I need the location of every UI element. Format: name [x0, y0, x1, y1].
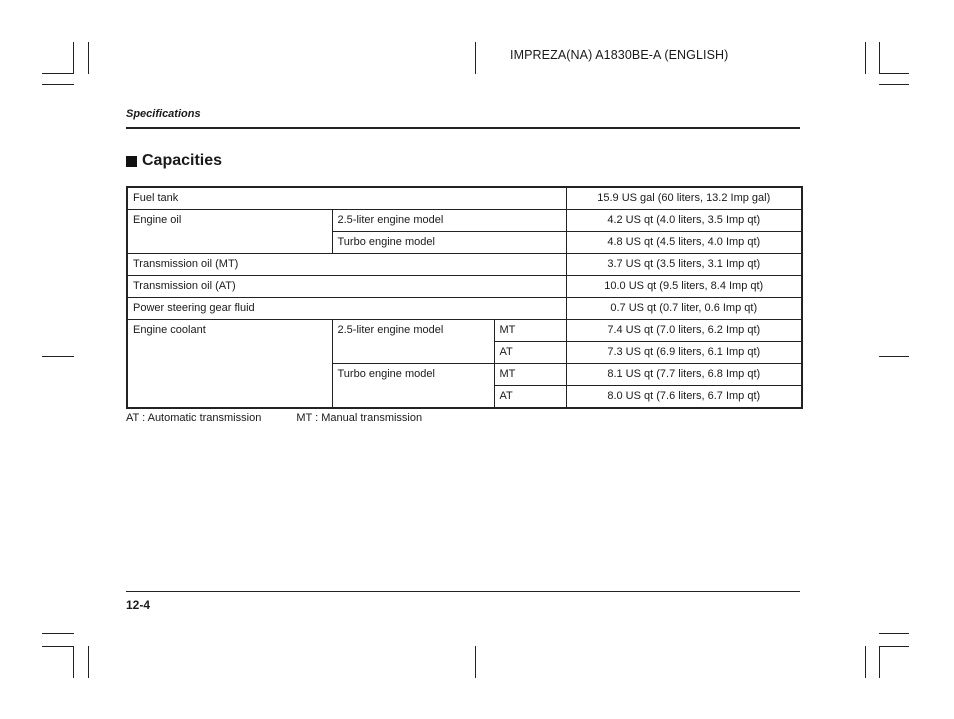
- footer-rule: [126, 591, 800, 592]
- legend-at: AT : Automatic transmission: [126, 412, 262, 424]
- item-label: Engine coolant: [127, 320, 332, 409]
- page-title-text: Capacities: [142, 152, 223, 169]
- table-legend: [126, 412, 422, 424]
- transmission-type: AT: [494, 342, 566, 364]
- capacity-value: 8.1 US qt (7.7 liters, 6.8 Imp qt): [566, 364, 802, 386]
- model-label: 2.5-liter engine model: [332, 320, 494, 364]
- crop-mark: [879, 73, 909, 74]
- crop-mark: [42, 646, 74, 647]
- crop-mark: [475, 646, 476, 678]
- capacity-value: 4.2 US qt (4.0 liters, 3.5 Imp qt): [566, 210, 802, 232]
- page-number: 12-4: [126, 598, 151, 612]
- capacity-value: 8.0 US qt (7.6 liters, 6.7 Imp qt): [566, 386, 802, 409]
- model-label: 2.5-liter engine model: [332, 210, 566, 232]
- crop-mark: [879, 84, 909, 85]
- transmission-type: AT: [494, 386, 566, 409]
- transmission-type: MT: [494, 320, 566, 342]
- table-row: [127, 298, 802, 320]
- square-bullet-icon: [126, 156, 137, 167]
- item-label: Fuel tank: [127, 187, 566, 210]
- legend-mt: MT : Manual transmission: [296, 412, 423, 424]
- capacity-value: 4.8 US qt (4.5 liters, 4.0 Imp qt): [566, 232, 802, 254]
- crop-mark: [475, 42, 476, 74]
- item-label: Power steering gear fluid: [127, 298, 566, 320]
- crop-mark: [879, 42, 880, 74]
- item-label: Transmission oil (MT): [127, 254, 566, 276]
- crop-mark: [879, 633, 909, 634]
- crop-mark: [73, 42, 74, 74]
- crop-mark: [88, 42, 89, 74]
- crop-mark: [88, 646, 89, 678]
- crop-mark: [42, 633, 74, 634]
- capacity-value: 7.3 US qt (6.9 liters, 6.1 Imp qt): [566, 342, 802, 364]
- crop-mark: [865, 42, 866, 74]
- crop-mark: [865, 646, 866, 678]
- capacity-value: 10.0 US qt (9.5 liters, 8.4 Imp qt): [566, 276, 802, 298]
- table-row: [127, 276, 802, 298]
- crop-mark: [879, 356, 909, 357]
- model-label: Turbo engine model: [332, 232, 566, 254]
- table-row: [127, 320, 802, 342]
- item-label: Transmission oil (AT): [127, 276, 566, 298]
- table-row: [127, 210, 802, 232]
- section-label: Specifications: [126, 108, 201, 120]
- item-label: Engine oil: [127, 210, 332, 254]
- table-row: [127, 254, 802, 276]
- header-rule: [126, 127, 800, 129]
- transmission-type: MT: [494, 364, 566, 386]
- crop-mark: [42, 356, 74, 357]
- crop-mark: [42, 84, 74, 85]
- capacity-value: 0.7 US qt (0.7 liter, 0.6 Imp qt): [566, 298, 802, 320]
- crop-mark: [879, 646, 909, 647]
- capacity-value: 15.9 US gal (60 liters, 13.2 Imp gal): [566, 187, 802, 210]
- crop-mark: [42, 73, 74, 74]
- page-title: [126, 152, 222, 170]
- capacities-table: [126, 186, 803, 409]
- capacity-value: 3.7 US qt (3.5 liters, 3.1 Imp qt): [566, 254, 802, 276]
- document-id: IMPREZA(NA) A1830BE-A (ENGLISH): [510, 48, 729, 62]
- model-label: Turbo engine model: [332, 364, 494, 409]
- capacity-value: 7.4 US qt (7.0 liters, 6.2 Imp qt): [566, 320, 802, 342]
- table-row: [127, 187, 802, 210]
- crop-mark: [73, 646, 74, 678]
- crop-mark: [879, 646, 880, 678]
